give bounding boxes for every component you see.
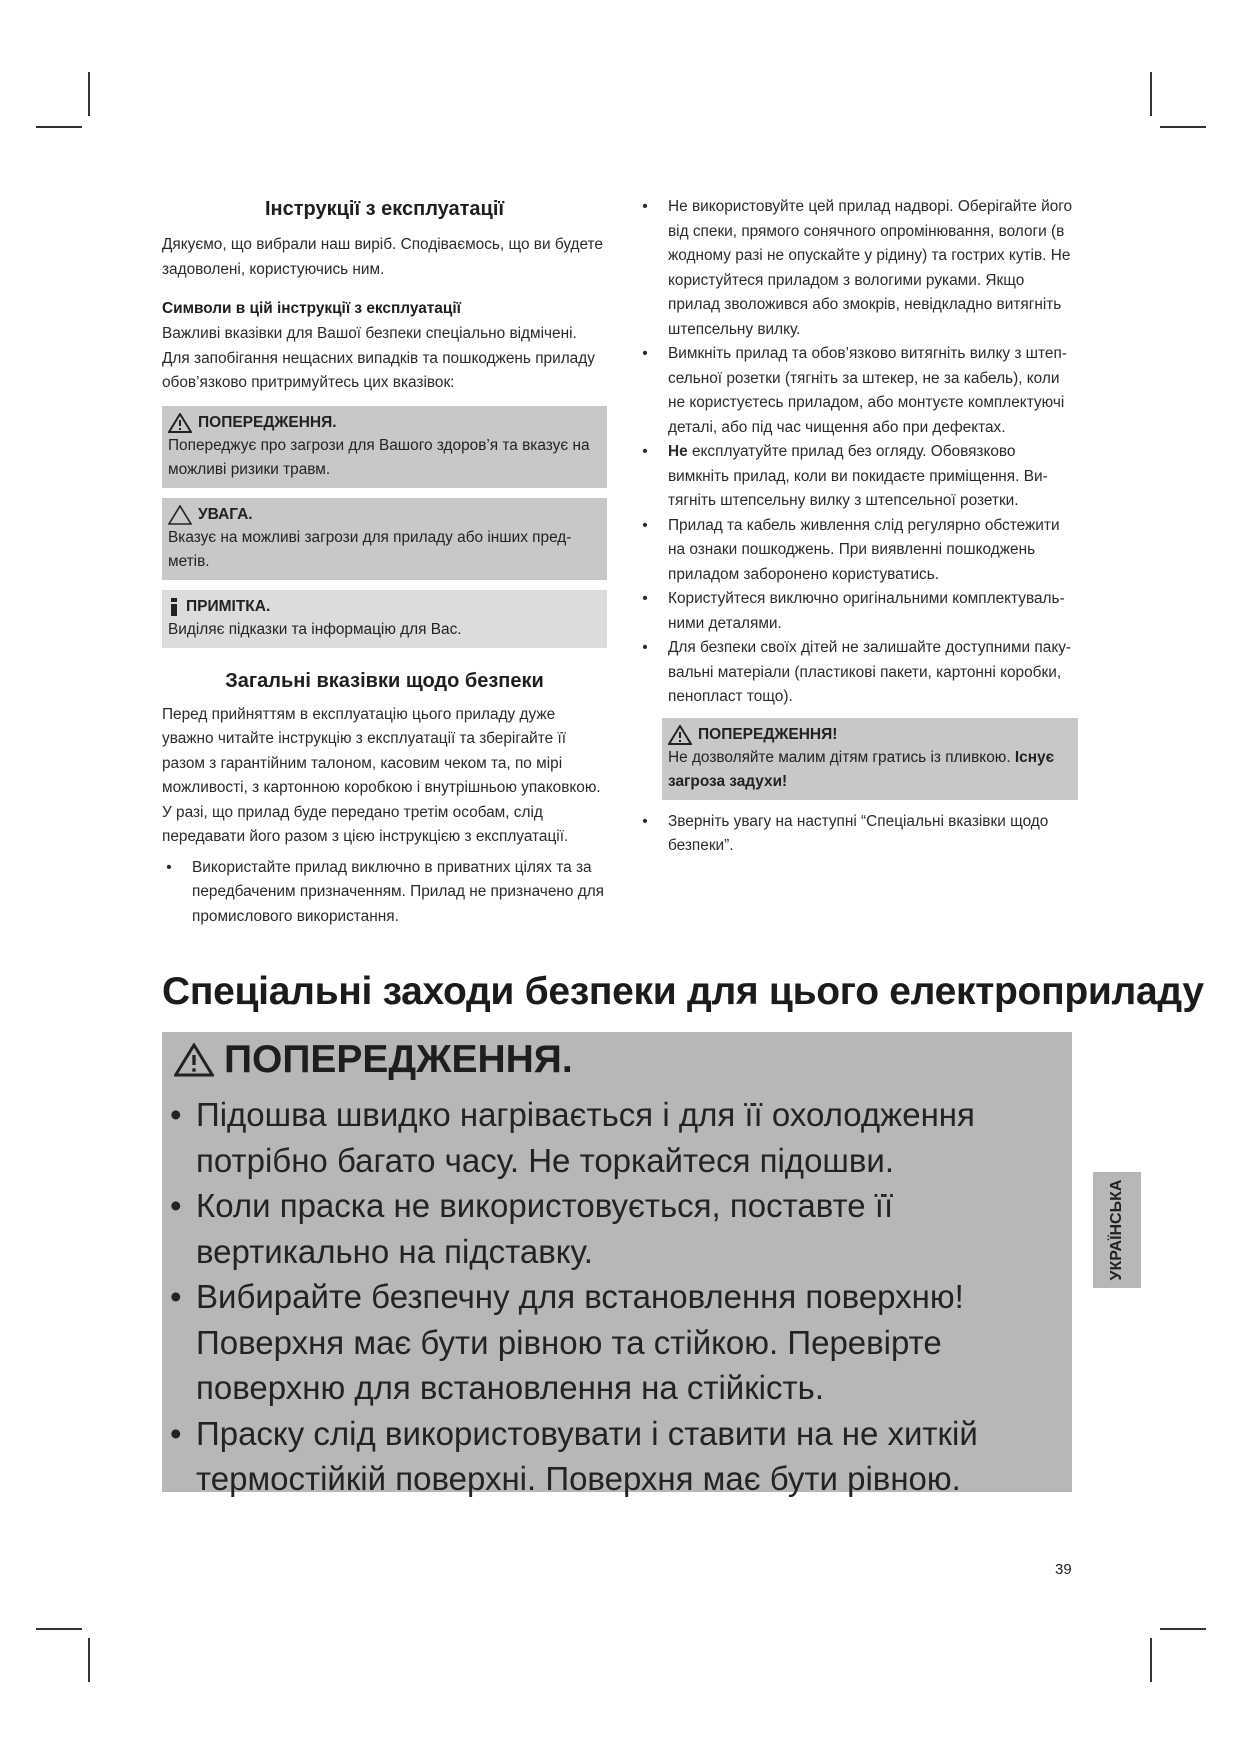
warning-box-title: ПОПЕРЕДЖЕННЯ.: [198, 413, 337, 431]
special-title: Спеціальні заходи безпеки для цього електроприладу: [162, 970, 1204, 1013]
list-item: • Вимкніть прилад та обов’язково витягніть вилку з штепсельної розетки (тягніть за штекер, не за кабель), коли не користуєтесь приладом, або монтуєте комплектуючі деталі, або під час чищення або при дефектах.: [642, 345, 1067, 436]
children-warning-box: [662, 718, 1078, 800]
list-item: • Використайте прилад виключно в приватних цілях та за передбаченим призначенням. Прилад не призначено для промислового використання.: [166, 858, 605, 925]
crop-mark: [1160, 1628, 1206, 1630]
list-item: • Підошва швидко нагрівається і для її охолодження потрібно багато часу. Не торкайтеся підошви.: [170, 1096, 975, 1179]
safety-title: Загальні вказівки щодо безпеки: [225, 669, 544, 692]
crop-mark: [88, 72, 90, 116]
special-warning-box: [162, 1032, 1072, 1497]
crop-mark: [36, 1628, 82, 1630]
list-item: • Користуйтеся виключно оригінальними комплектувальними деталями.: [642, 590, 1065, 632]
safety-text: Перед прийняттям в експлуатацію цього приладу дуже уважно читайте інструкцію з експлуатації та зберігайте її разом з гарантійним талоном, касовим чеком та, по мірі можливості, з картонною коробкою і внутрішньою упаковкою. У разі, що прилад буде передано третім особам, слід передавати його разом з цією інструкцією з експлуатації.: [162, 705, 601, 845]
note-box-text: Виділяє підказки та інформацію для Вас.: [168, 620, 462, 638]
language-tab-label: УКРАЇНСЬКА: [1108, 1179, 1125, 1281]
list-item: • Прилад та кабель живлення слід регулярно обстежити на ознаки пошкоджень. При виявленні пошкоджень приладом заборонено користуватись.: [642, 516, 1060, 583]
caution-box-title: УВАГА.: [198, 505, 253, 523]
list-item: • Для безпеки своїх дітей не залишайте доступними пакувальні матеріали (пластикові пакети, картонні коробки, пенопласт тощо).: [642, 639, 1072, 705]
warning-icon: [668, 725, 692, 745]
warning-icon: [168, 413, 192, 433]
warning-box: [162, 406, 607, 488]
warning-icon: [174, 1043, 214, 1077]
list-item: • Коли праска не використовується, поставте її вертикально на підставку.: [170, 1187, 894, 1270]
children-warning-title: ПОПЕРЕДЖЕННЯ!: [698, 725, 838, 743]
right-column: [638, 195, 1078, 859]
caution-box: [162, 498, 607, 580]
crop-mark: [1150, 1638, 1152, 1682]
language-tab: [1093, 1172, 1141, 1288]
caution-box-text: Вказує на можливі загрози для приладу або інших предметів.: [168, 528, 572, 570]
children-warning-text: Не дозволяйте малим дітям гратись із пливкою. Існує загроза задухи!: [668, 748, 1055, 790]
list-item: • Не використовуйте цей прилад надворі. Оберігайте його від спеки, прямого сонячного опромінювання, вологи (в жодному разі не опускайте у рідину) та гострих кутів. Не користуйтеся приладом з вологими руками. Якщо прилад зволожився або змокрів, невідкладно витягніть штепсельну вилку.: [642, 198, 1073, 338]
right-bullet-list: [638, 195, 1078, 710]
warning-box-text: Попереджує про загрози для Вашого здоров’я та вказує на можливі ризики травм.: [168, 436, 590, 478]
left-column: [162, 190, 607, 929]
left-bullet-list: [162, 856, 607, 930]
special-warning-title: ПОПЕРЕДЖЕННЯ.: [224, 1038, 573, 1081]
note-box: [162, 590, 607, 648]
list-item: • Вибирайте безпечну для встановлення поверхню! Поверхня має бути рівною та стійкою. Перевірте поверхню для встановлення на стійкість.: [170, 1278, 964, 1406]
intro-text: Дякуємо, що вибрали наш виріб. Сподіваємось, що ви будете задоволені, користуючись ним.: [162, 236, 603, 278]
page-title: Інструкції з експлуатації: [264, 198, 505, 220]
symbols-text: Важливі вказівки для Вашої безпеки спеціально відмічені. Для запобігання нещасних випадків та пошкоджень приладу обов’язково притримуйтесь цих вказівок:: [162, 325, 595, 391]
caution-icon: [168, 505, 192, 525]
right-bullet-list-end: [638, 810, 1078, 859]
crop-mark: [36, 126, 82, 128]
crop-mark: [88, 1638, 90, 1682]
page-number: 39: [1055, 1561, 1072, 1578]
crop-mark: [1160, 126, 1206, 128]
crop-mark: [1150, 72, 1152, 116]
symbols-heading: Символи в цій інструкції з експлуатації: [162, 300, 461, 317]
note-box-title: ПРИМІТКА.: [186, 597, 271, 615]
list-item: • Праску слід використовувати і ставити на не хиткій термостійкій поверхні. Поверхня має бути рівною.: [170, 1414, 978, 1497]
list-item: • Зверніть увагу на наступні “Спеціальні вказівки щодо безпеки”.: [642, 812, 1049, 854]
list-item: • Не експлуатуйте прилад без огляду. Обовязково вимкніть прилад, коли ви покидаєте приміщення. Витягніть штепсельну вилку з штепсельної розетки.: [642, 443, 1048, 509]
special-list: [162, 1092, 1062, 1502]
info-icon: [168, 597, 180, 617]
